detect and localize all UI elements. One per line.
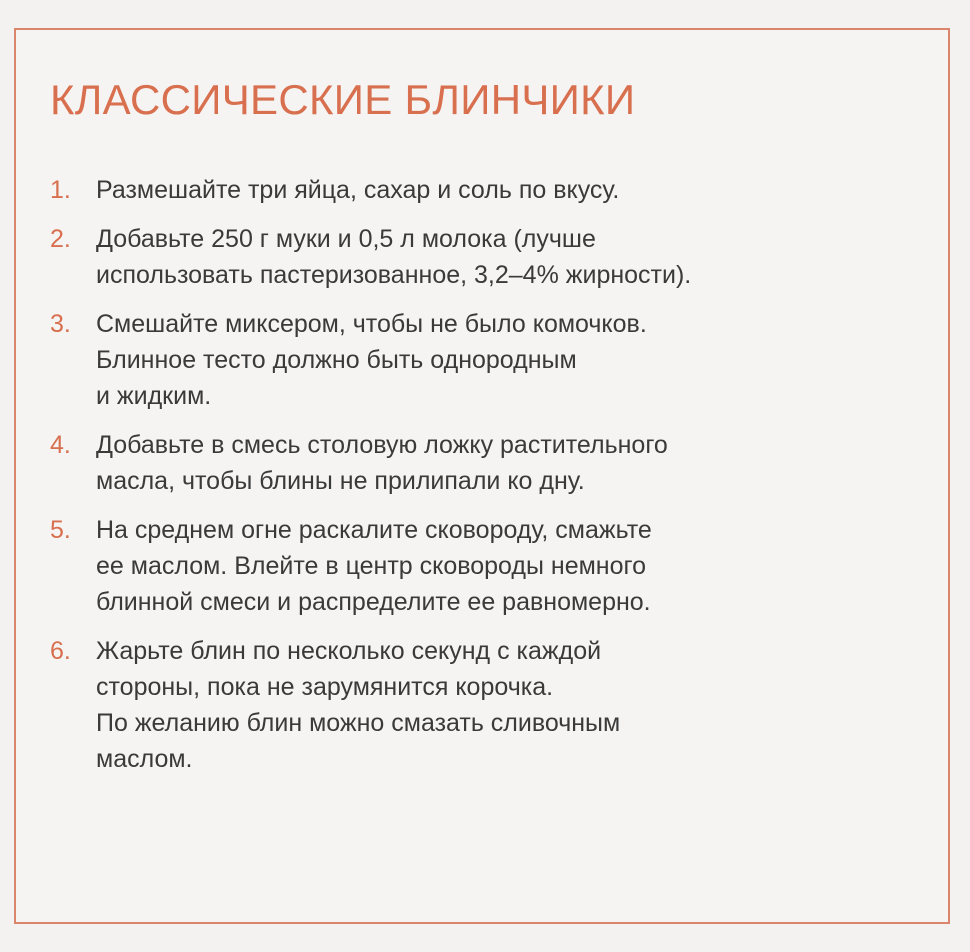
- step-number: 3.: [50, 310, 71, 338]
- step-text: Размешайте три яйца, сахар и соль по вкусу.: [96, 176, 620, 204]
- step-text: Добавьте 250 г муки и 0,5 л молока (лучше использовать пастеризованное, 3,2–4% жирности).: [96, 225, 692, 289]
- step-number: 1.: [50, 176, 71, 204]
- recipe-step-6: [50, 633, 910, 777]
- recipe-step-3: [50, 306, 910, 414]
- step-number: 6.: [50, 637, 71, 665]
- recipe-title: КЛАССИЧЕСКИЕ БЛИНЧИКИ: [50, 76, 636, 123]
- recipe-step-4: [50, 427, 910, 499]
- recipe-step-2: [50, 221, 910, 293]
- recipe-step-5: [50, 512, 910, 620]
- step-text: Смешайте миксером, чтобы не было комочков. Блинное тесто должно быть однородным и жидким.: [96, 310, 647, 410]
- step-text: На среднем огне раскалите сковороду, смажьте ее маслом. Влейте в центр сковороды немного блинной смеси и распределите ее равномерно.: [96, 516, 652, 616]
- step-number: 4.: [50, 431, 71, 459]
- step-text: Жарьте блин по несколько секунд с каждой стороны, пока не зарумянится корочка. По желанию блин можно смазать сливочным маслом.: [96, 637, 621, 773]
- step-number: 2.: [50, 225, 71, 253]
- step-number: 5.: [50, 516, 71, 544]
- step-text: Добавьте в смесь столовую ложку растительного масла, чтобы блины не прилипали ко дну.: [96, 431, 668, 495]
- recipe-step-1: [50, 172, 910, 208]
- recipe-steps-list: [50, 172, 910, 790]
